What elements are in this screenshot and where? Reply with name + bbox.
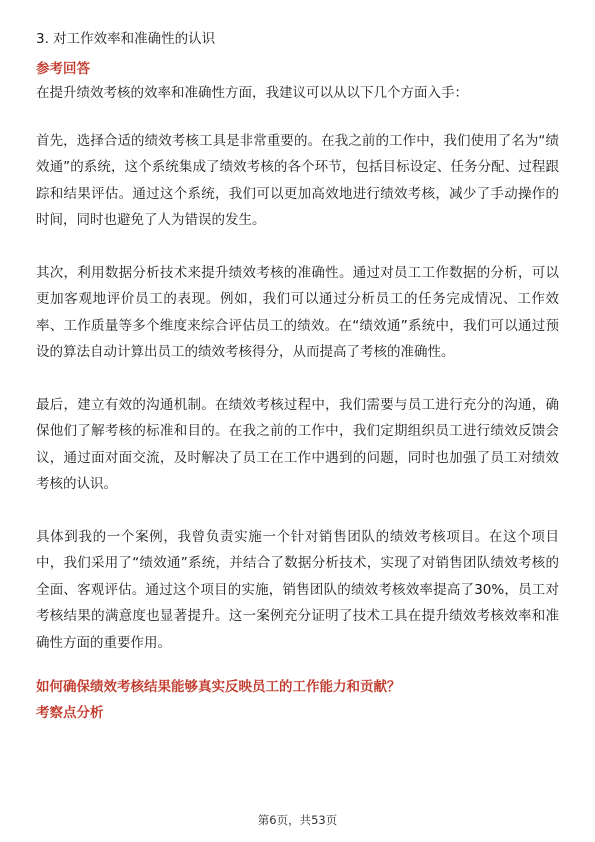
analysis-label: 考察点分析 (36, 705, 104, 721)
paragraph-first: 首先，选择合适的绩效考核工具是非常重要的。在我之前的工作中，我们使用了名为“绩效通”的系统，这个系统集成了绩效考核的各个环节，包括目标设定、任务分配、过程跟踪和结果评估。通过这个系统，我们可以更加高效地进行绩效考核，减少了手动操作的时间，同时也避免了人为错误的发生。 (36, 132, 559, 228)
paragraph-second: 其次，利用数据分析技术来提升绩效考核的准确性。通过对员工工作数据的分析，可以更加客观地评价员工的表现。例如，我们可以通过分析员工的任务完成情况、工作效率、工作质量等多个维度来综合评估员工的绩效。在“绩效通”系统中，我们可以通过预设的算法自动计算出员工的绩效考核得分，从而提高了考核的准确性。 (36, 264, 559, 360)
document-page (36, 28, 559, 724)
paragraph-case-study: 具体到我的一个案例，我曾负责实施一个针对销售团队的绩效考核项目。在这个项目中，我们采用了“绩效通”系统，并结合了数据分析技术，实现了对销售团队绩效考核的全面、客观评估。通过这个项目的实施，销售团队的绩效考核效率提高了30%，员工对考核结果的满意度也显著提升。这一案例充分证明了技术工具在提升绩效考核效率和准确性方面的重要作用。 (36, 528, 559, 651)
next-question-title: 如何确保绩效考核结果能够真实反映员工的工作能力和贡献？ (36, 679, 401, 695)
intro-paragraph: 在提升绩效考核的效率和准确性方面，我建议可以从以下几个方面入手： (36, 85, 468, 101)
paragraph-third: 最后，建立有效的沟通机制。在绩效考核过程中，我们需要与员工进行充分的沟通，确保他们了解考核的标准和目的。在我之前的工作中，我们定期组织员工进行绩效反馈会议，通过面对面交流，及时解决了员工在工作中遇到的问题，同时也加强了员工对绩效考核的认识。 (36, 396, 559, 492)
reference-answer-label: 参考回答 (36, 61, 90, 77)
section-heading: 3. 对工作效率和准确性的认识 (36, 31, 216, 47)
page-number-footer: 第6页，共53页 (257, 813, 338, 827)
